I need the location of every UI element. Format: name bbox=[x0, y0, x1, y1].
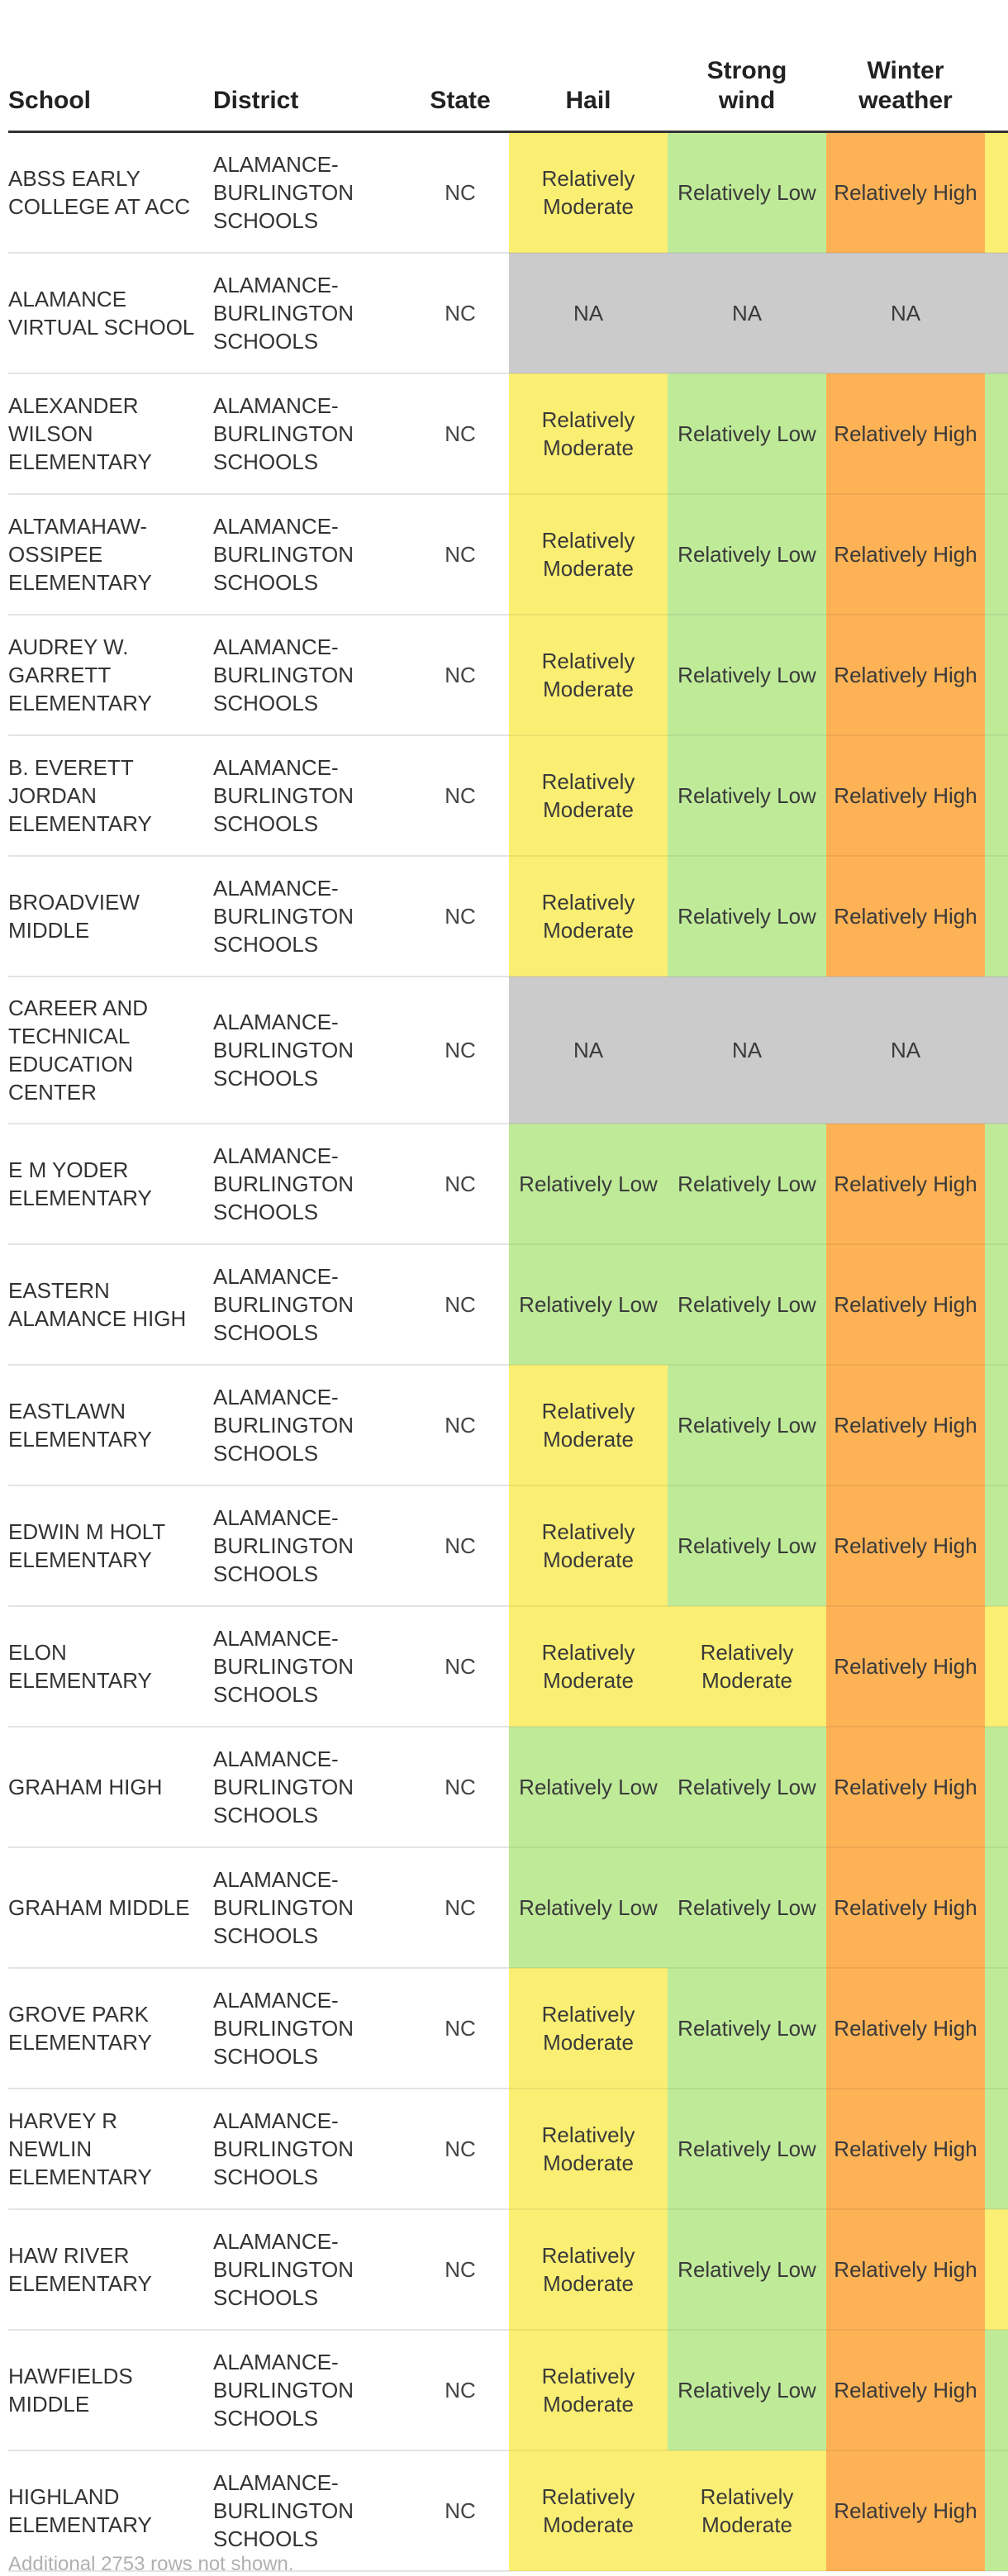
cell-strong-wind-rating: Relatively Low bbox=[668, 615, 826, 735]
table-container bbox=[8, 0, 1008, 2572]
cell-strong-wind-rating: Relatively Low bbox=[668, 735, 826, 856]
cell-hail-rating: Relatively Moderate bbox=[509, 735, 668, 856]
cell-district: ALAMANCE-BURLINGTON SCHOOLS bbox=[213, 2330, 411, 2450]
cell-strong-wind-rating: Relatively Low bbox=[668, 1485, 826, 1606]
cell-state: NC bbox=[411, 1365, 509, 1485]
cell-district: ALAMANCE-BURLINGTON SCHOOLS bbox=[213, 2209, 411, 2330]
table-row bbox=[8, 1847, 1008, 1968]
cell-winter-weather-rating: Relatively High bbox=[826, 1727, 985, 1847]
column-header-district[interactable]: District bbox=[213, 0, 411, 132]
cell-strong-wind-rating: Relatively Low bbox=[668, 1968, 826, 2089]
cell-school: AUDREY W. GARRETT ELEMENTARY bbox=[8, 615, 213, 735]
cell-winter-weather-rating: Relatively High bbox=[826, 494, 985, 615]
cell-hail-rating: Relatively Low bbox=[509, 1244, 668, 1365]
cell-strong-wind-rating: Relatively Low bbox=[668, 1365, 826, 1485]
table-row bbox=[8, 977, 1008, 1124]
cell-school: CAREER AND TECHNICAL EDUCATION CENTER bbox=[8, 977, 213, 1124]
cell-hail-rating: Relatively Moderate bbox=[509, 1365, 668, 1485]
cell-next-column-partial bbox=[985, 1244, 1008, 1365]
cell-district: ALAMANCE-BURLINGTON SCHOOLS bbox=[213, 494, 411, 615]
cell-district: ALAMANCE-BURLINGTON SCHOOLS bbox=[213, 1485, 411, 1606]
cell-school: HIGHLAND ELEMENTARY bbox=[8, 2450, 213, 2571]
cell-winter-weather-rating: Relatively High bbox=[826, 735, 985, 856]
cell-hail-rating: Relatively Moderate bbox=[509, 373, 668, 494]
cell-winter-weather-rating: NA bbox=[826, 977, 985, 1124]
cell-winter-weather-rating: Relatively High bbox=[826, 1606, 985, 1727]
cell-school: GRAHAM HIGH bbox=[8, 1727, 213, 1847]
cell-state: NC bbox=[411, 1244, 509, 1365]
cell-next-column-partial bbox=[985, 1606, 1008, 1727]
cell-next-column-partial bbox=[985, 1485, 1008, 1606]
school-hazard-table bbox=[8, 0, 1008, 2572]
cell-winter-weather-rating: Relatively High bbox=[826, 615, 985, 735]
table-row bbox=[8, 132, 1008, 254]
cell-school: ABSS EARLY COLLEGE AT ACC bbox=[8, 132, 213, 254]
table-header-row bbox=[8, 0, 1008, 132]
cell-next-column-partial bbox=[985, 494, 1008, 615]
cell-strong-wind-rating: Relatively Low bbox=[668, 1124, 826, 1244]
cell-district: ALAMANCE-BURLINGTON SCHOOLS bbox=[213, 1727, 411, 1847]
cell-hail-rating: Relatively Moderate bbox=[509, 132, 668, 254]
cell-school: EASTERN ALAMANCE HIGH bbox=[8, 1244, 213, 1365]
header-line: weather bbox=[858, 87, 953, 114]
cell-hail-rating: Relatively Moderate bbox=[509, 2209, 668, 2330]
cell-school: HAW RIVER ELEMENTARY bbox=[8, 2209, 213, 2330]
cell-winter-weather-rating: Relatively High bbox=[826, 2450, 985, 2571]
cell-state: NC bbox=[411, 2209, 509, 2330]
cell-hail-rating: Relatively Moderate bbox=[509, 856, 668, 977]
cell-district: ALAMANCE-BURLINGTON SCHOOLS bbox=[213, 856, 411, 977]
cell-next-column-partial bbox=[985, 2330, 1008, 2450]
cell-state: NC bbox=[411, 856, 509, 977]
header-line: Winter bbox=[867, 57, 944, 84]
cell-next-column-partial bbox=[985, 1847, 1008, 1968]
cell-school: ELON ELEMENTARY bbox=[8, 1606, 213, 1727]
cell-district: ALAMANCE-BURLINGTON SCHOOLS bbox=[213, 735, 411, 856]
cell-hail-rating: NA bbox=[509, 253, 668, 373]
cell-state: NC bbox=[411, 132, 509, 254]
cell-winter-weather-rating: Relatively High bbox=[826, 1244, 985, 1365]
cell-hail-rating: Relatively Moderate bbox=[509, 2330, 668, 2450]
cell-strong-wind-rating: Relatively Low bbox=[668, 494, 826, 615]
cell-hail-rating: Relatively Moderate bbox=[509, 615, 668, 735]
cell-state: NC bbox=[411, 494, 509, 615]
table-row bbox=[8, 1968, 1008, 2089]
cell-winter-weather-rating: Relatively High bbox=[826, 1124, 985, 1244]
cell-winter-weather-rating: Relatively High bbox=[826, 1365, 985, 1485]
cell-school: E M YODER ELEMENTARY bbox=[8, 1124, 213, 1244]
cell-next-column-partial bbox=[985, 2089, 1008, 2209]
cell-school: ALAMANCE VIRTUAL SCHOOL bbox=[8, 253, 213, 373]
column-header-strong-wind[interactable] bbox=[668, 0, 826, 132]
table-row bbox=[8, 2330, 1008, 2450]
cell-winter-weather-rating: Relatively High bbox=[826, 856, 985, 977]
cell-district: ALAMANCE-BURLINGTON SCHOOLS bbox=[213, 1365, 411, 1485]
cell-district: ALAMANCE-BURLINGTON SCHOOLS bbox=[213, 1244, 411, 1365]
cell-hail-rating: Relatively Moderate bbox=[509, 1606, 668, 1727]
table-row bbox=[8, 856, 1008, 977]
cell-school: HARVEY R NEWLIN ELEMENTARY bbox=[8, 2089, 213, 2209]
cell-school: EASTLAWN ELEMENTARY bbox=[8, 1365, 213, 1485]
cell-strong-wind-rating: Relatively Low bbox=[668, 2089, 826, 2209]
cell-strong-wind-rating: Relatively Low bbox=[668, 1244, 826, 1365]
cell-winter-weather-rating: Relatively High bbox=[826, 2209, 985, 2330]
cell-state: NC bbox=[411, 253, 509, 373]
cell-hail-rating: Relatively Moderate bbox=[509, 1485, 668, 1606]
header-line: wind bbox=[718, 87, 776, 114]
table-row bbox=[8, 2209, 1008, 2330]
cell-district: ALAMANCE-BURLINGTON SCHOOLS bbox=[213, 132, 411, 254]
cell-state: NC bbox=[411, 977, 509, 1124]
cell-strong-wind-rating: Relatively Low bbox=[668, 1727, 826, 1847]
table-row bbox=[8, 735, 1008, 856]
cell-hail-rating: Relatively Low bbox=[509, 1727, 668, 1847]
cell-school: ALEXANDER WILSON ELEMENTARY bbox=[8, 373, 213, 494]
cell-strong-wind-rating: Relatively Low bbox=[668, 2330, 826, 2450]
cell-district: ALAMANCE-BURLINGTON SCHOOLS bbox=[213, 2089, 411, 2209]
cell-next-column-partial bbox=[985, 1968, 1008, 2089]
cell-winter-weather-rating: Relatively High bbox=[826, 2089, 985, 2209]
cell-next-column-partial bbox=[985, 735, 1008, 856]
column-header-state[interactable]: State bbox=[411, 0, 509, 132]
cell-district: ALAMANCE-BURLINGTON SCHOOLS bbox=[213, 977, 411, 1124]
cell-next-column-partial bbox=[985, 856, 1008, 977]
cell-state: NC bbox=[411, 735, 509, 856]
cell-school: ALTAMAHAW-OSSIPEE ELEMENTARY bbox=[8, 494, 213, 615]
cell-state: NC bbox=[411, 2089, 509, 2209]
table-row bbox=[8, 615, 1008, 735]
cell-state: NC bbox=[411, 1968, 509, 2089]
cell-next-column-partial bbox=[985, 2209, 1008, 2330]
cell-next-column-partial bbox=[985, 373, 1008, 494]
table-row bbox=[8, 253, 1008, 373]
column-header-next bbox=[985, 0, 1008, 132]
cell-strong-wind-rating: Relatively Low bbox=[668, 856, 826, 977]
table-row bbox=[8, 2089, 1008, 2209]
cell-hail-rating: Relatively Moderate bbox=[509, 2450, 668, 2571]
cell-hail-rating: NA bbox=[509, 977, 668, 1124]
cell-strong-wind-rating: Relatively Moderate bbox=[668, 1606, 826, 1727]
table-row bbox=[8, 1485, 1008, 1606]
cell-state: NC bbox=[411, 1847, 509, 1968]
cell-school: B. EVERETT JORDAN ELEMENTARY bbox=[8, 735, 213, 856]
cell-next-column-partial bbox=[985, 2450, 1008, 2571]
cell-strong-wind-rating: Relatively Low bbox=[668, 1847, 826, 1968]
column-header-hail[interactable]: Hail bbox=[509, 0, 668, 132]
cell-district: ALAMANCE-BURLINGTON SCHOOLS bbox=[213, 1968, 411, 2089]
cell-state: NC bbox=[411, 615, 509, 735]
cell-strong-wind-rating: Relatively Low bbox=[668, 373, 826, 494]
cell-hail-rating: Relatively Moderate bbox=[509, 2089, 668, 2209]
cell-district: ALAMANCE-BURLINGTON SCHOOLS bbox=[213, 373, 411, 494]
table-row bbox=[8, 1244, 1008, 1365]
cell-strong-wind-rating: Relatively Low bbox=[668, 132, 826, 254]
cell-state: NC bbox=[411, 1485, 509, 1606]
cell-state: NC bbox=[411, 1124, 509, 1244]
cell-district: ALAMANCE-BURLINGTON SCHOOLS bbox=[213, 2450, 411, 2571]
cell-next-column-partial bbox=[985, 1124, 1008, 1244]
cell-district: ALAMANCE-BURLINGTON SCHOOLS bbox=[213, 1847, 411, 1968]
cell-strong-wind-rating: NA bbox=[668, 253, 826, 373]
cell-winter-weather-rating: Relatively High bbox=[826, 1847, 985, 1968]
cell-state: NC bbox=[411, 1727, 509, 1847]
cell-next-column-partial bbox=[985, 977, 1008, 1124]
cell-state: NC bbox=[411, 2450, 509, 2571]
cell-district: ALAMANCE-BURLINGTON SCHOOLS bbox=[213, 253, 411, 373]
column-header-winter-weather[interactable] bbox=[826, 0, 985, 132]
cell-district: ALAMANCE-BURLINGTON SCHOOLS bbox=[213, 1124, 411, 1244]
cell-state: NC bbox=[411, 373, 509, 494]
footnote: Additional 2753 rows not shown. bbox=[8, 2553, 294, 2575]
cell-next-column-partial bbox=[985, 132, 1008, 254]
table-row bbox=[8, 1606, 1008, 1727]
cell-next-column-partial bbox=[985, 1365, 1008, 1485]
cell-hail-rating: Relatively Low bbox=[509, 1847, 668, 1968]
cell-hail-rating: Relatively Moderate bbox=[509, 1968, 668, 2089]
cell-strong-wind-rating: NA bbox=[668, 977, 826, 1124]
cell-winter-weather-rating: Relatively High bbox=[826, 373, 985, 494]
table-row bbox=[8, 1727, 1008, 1847]
cell-school: BROADVIEW MIDDLE bbox=[8, 856, 213, 977]
cell-winter-weather-rating: Relatively High bbox=[826, 132, 985, 254]
cell-winter-weather-rating: Relatively High bbox=[826, 1968, 985, 2089]
cell-hail-rating: Relatively Moderate bbox=[509, 494, 668, 615]
table-body bbox=[8, 132, 1008, 2572]
table-row bbox=[8, 1365, 1008, 1485]
table-row bbox=[8, 494, 1008, 615]
cell-next-column-partial bbox=[985, 253, 1008, 373]
cell-hail-rating: Relatively Low bbox=[509, 1124, 668, 1244]
cell-strong-wind-rating: Relatively Low bbox=[668, 2209, 826, 2330]
header-line: Strong bbox=[706, 57, 787, 84]
cell-school: HAWFIELDS MIDDLE bbox=[8, 2330, 213, 2450]
cell-winter-weather-rating: Relatively High bbox=[826, 1485, 985, 1606]
cell-next-column-partial bbox=[985, 615, 1008, 735]
cell-winter-weather-rating: NA bbox=[826, 253, 985, 373]
cell-school: GRAHAM MIDDLE bbox=[8, 1847, 213, 1968]
cell-next-column-partial bbox=[985, 1727, 1008, 1847]
cell-state: NC bbox=[411, 1606, 509, 1727]
cell-district: ALAMANCE-BURLINGTON SCHOOLS bbox=[213, 1606, 411, 1727]
cell-school: EDWIN M HOLT ELEMENTARY bbox=[8, 1485, 213, 1606]
cell-state: NC bbox=[411, 2330, 509, 2450]
cell-district: ALAMANCE-BURLINGTON SCHOOLS bbox=[213, 615, 411, 735]
cell-winter-weather-rating: Relatively High bbox=[826, 2330, 985, 2450]
table-row bbox=[8, 1124, 1008, 1244]
column-header-school[interactable]: School bbox=[8, 0, 213, 132]
cell-strong-wind-rating: Relatively Moderate bbox=[668, 2450, 826, 2571]
table-row bbox=[8, 373, 1008, 494]
cell-school: GROVE PARK ELEMENTARY bbox=[8, 1968, 213, 2089]
